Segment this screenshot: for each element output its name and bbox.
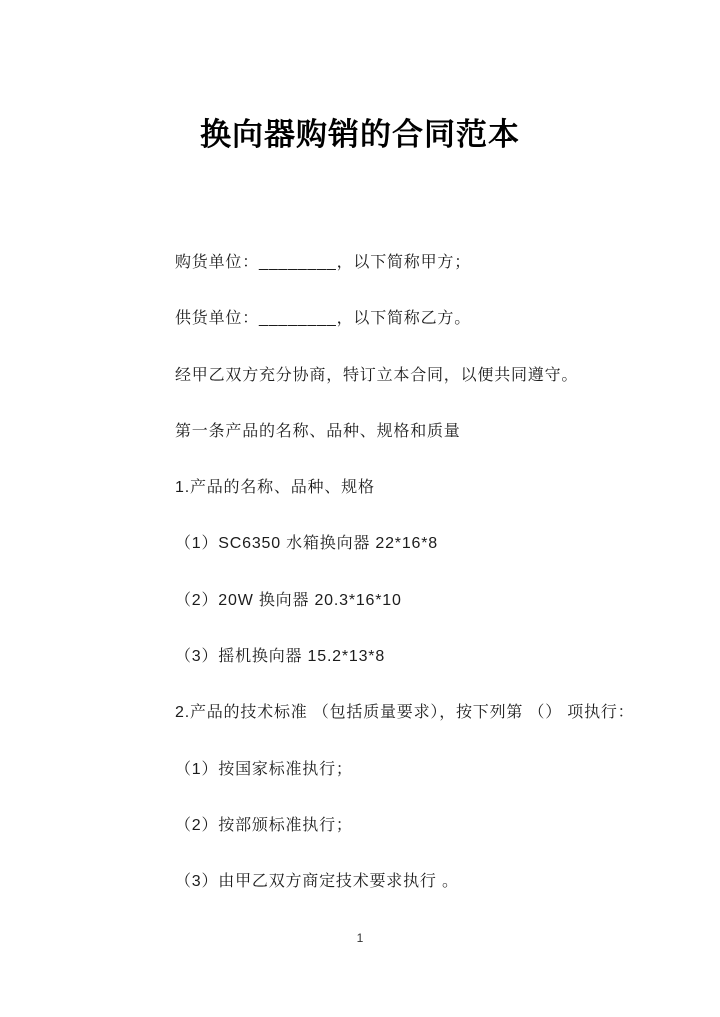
paragraph-standard-item-1: （1）按国家标准执行；: [175, 760, 353, 778]
paragraph-article-1-heading: 第一条产品的名称、品种、规格和质量: [175, 422, 461, 440]
paragraph-product-item-3: （3）摇机换向器 15.2*13*8: [175, 648, 386, 666]
document-title: 换向器购销的合同范本: [200, 117, 520, 152]
paragraph-standard-item-2: （2）按部颁标准执行；: [175, 816, 353, 834]
paragraph-preamble: 经甲乙双方充分协商，特订立本合同，以便共同遵守。: [175, 366, 579, 384]
paragraph-product-item-1: （1）SC6350 水箱换向器 22*16*8: [175, 535, 438, 553]
paragraph-product-item-2: （2）20W 换向器 20.3*16*10: [175, 591, 402, 609]
paragraph-clause-1: 1.产品的名称、品种、规格: [175, 479, 375, 497]
paragraph-supplier-unit: 供货单位：________，以下简称乙方。: [175, 310, 471, 328]
paragraph-clause-2: 2.产品的技术标准 （包括质量要求），按下列第 （） 项执行：: [175, 704, 635, 722]
page-footer: [0, 929, 720, 947]
document-body: [175, 254, 635, 930]
paragraph-standard-item-3: （3）由甲乙双方商定技术要求执行 。: [175, 873, 459, 891]
paragraph-buyer-unit: 购货单位：________，以下简称甲方；: [175, 254, 471, 271]
page-number: 1: [356, 931, 364, 945]
